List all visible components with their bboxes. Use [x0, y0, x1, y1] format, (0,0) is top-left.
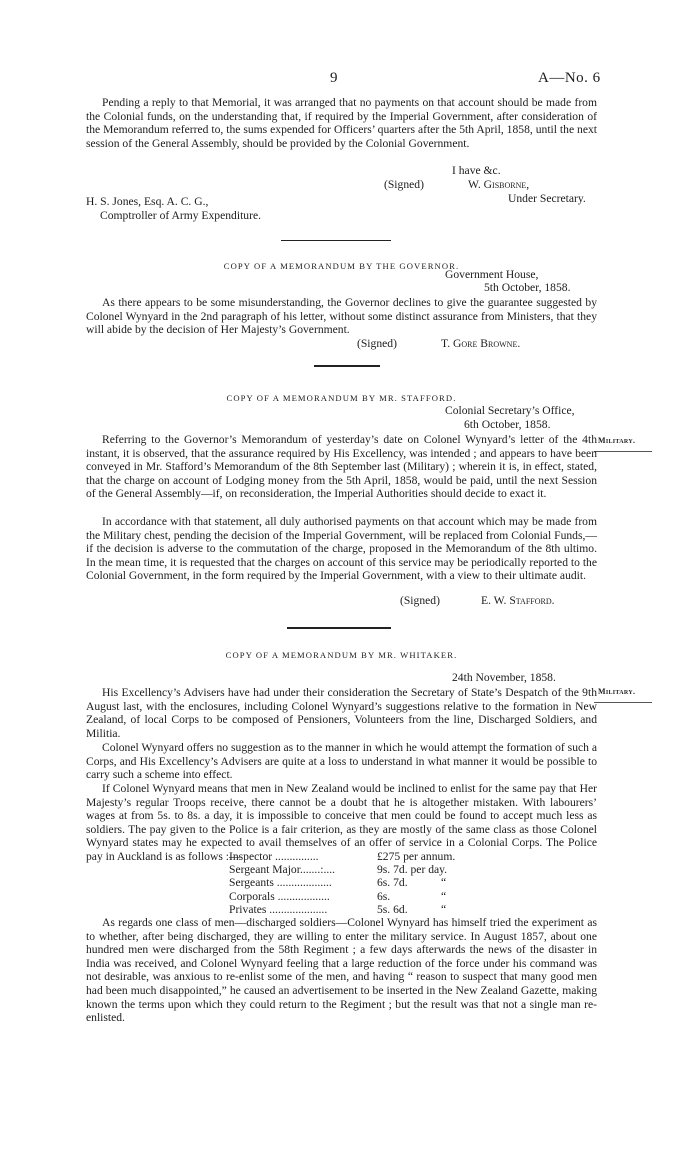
pay-rank: Inspector ...............	[229, 850, 319, 863]
memo-governor-date: 5th October, 1858.	[484, 281, 571, 294]
letter-signer-title: Under Secretary.	[508, 192, 586, 205]
memo-stafford-para-1: Referring to the Governor’s Memorandum of yesterday’s date on Colonel Wynyard’s letter of the 4th instant, it is observed, that the assurance required by His Excellency, was intended ; and appears to have been conveyed in Mr. Stafford’s Memorandum of the 8th September last (Military) ; wherein it is, in effect, stated, that the charge on account of Lodging money from the 5th April, 1858, would be paid, until the next Session of the General Assembly—if, on reconsideration, the Imperial Authorities should decide to exact it.	[86, 433, 597, 501]
memo-governor-place: Government House,	[445, 268, 539, 281]
memo-stafford-place: Colonial Secretary’s Office,	[445, 404, 575, 417]
pay-rank: Sergeants ...................	[229, 876, 332, 890]
letter-addressee-title: Comptroller of Army Expenditure.	[100, 209, 261, 222]
ditto-mark: “	[441, 889, 447, 903]
section-divider	[314, 365, 380, 367]
margin-note-military: Military.	[598, 687, 636, 696]
memo-whitaker-para-2: Colonel Wynyard offers no suggestion as to the manner in which he would attempt the formation of such a Corps, and His Excellency’s Advisers are quite at a loss to understand in what manner it would be possible to carry such a scheme into effect.	[86, 741, 597, 782]
memo-stafford-signed: (Signed)	[400, 594, 440, 607]
pay-amount: £275 per annum.	[377, 850, 456, 863]
letter-signed: (Signed)	[384, 178, 424, 191]
memo-whitaker-date: 24th November, 1858.	[452, 671, 556, 684]
pay-rank: Privates ....................	[229, 902, 328, 916]
memo-governor-signer: T. Gore Browne.	[441, 337, 521, 350]
ditto-mark: “	[441, 902, 447, 916]
ditto-mark: “	[441, 876, 447, 890]
memo-stafford-signer: E. W. Stafford.	[481, 594, 555, 607]
memo-whitaker-para-3: If Colonel Wynyard means that men in New Zealand would be inclined to enlist for the same pay that Her Majesty’s regular Troops receive, there cannot be a doubt that he is altogether mistaken. With labourers’ wages at from 5s. to 8s. a day, it is impossible to conceive that men could be found to accept much less as soldiers. The pay given to the Police is a fair criterion, as they are mostly of the same class as those Colonel Wynyard states may he expected to avail themselves of an offer of service in a Colonial Corps. The Police pay in Auckland is as follows :—	[86, 782, 597, 863]
letter-closing: I have &c.	[452, 164, 501, 177]
letter-signer: W. Gisborne,	[468, 178, 530, 191]
memo-whitaker-heading: COPY OF A MEMORANDUM BY MR. WHITAKER.	[225, 650, 458, 660]
pay-rank: Sergeant Major.......:....	[229, 863, 336, 877]
memo-governor-body: As there appears to be some misunderstanding, the Governor declines to give the guarantee suggested by Colonel Wynyard in the 2nd paragraph of his letter, without some distinct assurance from Ministers, that they will abide by the decision of Her Majesty’s Government.	[86, 296, 597, 337]
margin-note-military: Military.	[598, 436, 636, 445]
margin-note-rule	[594, 702, 652, 703]
pay-amount: 6s. 7d.	[377, 876, 408, 890]
document-reference: A—No. 6	[538, 70, 601, 86]
pay-amount: 5s. 6d.	[377, 902, 408, 916]
memo-stafford-para-2: In accordance with that statement, all duly authorised payments on that account which may be made from the Military chest, pending the decision of the Imperial Government, will be replaced from Colonial Funds,—if the decision is adverse to the commutation of the charge, proposed in the Memorandum of the 8th ultimo. In the mean time, it is requested that the charges on account of this service may be periodically reported to the Colonial Government, in the form required by the Imperial Government, with a view to their ultimate audit.	[86, 515, 597, 583]
section-divider	[281, 240, 391, 241]
memo-whitaker-para-1: His Excellency’s Advisers have had under their consideration the Secretary of State’s Despatch of the 9th August last, with the enclosures, including Colonel Wynyard’s suggestions relative to the formation in New Zealand, of local Corps to be composed of Pensioners, Volunteers from the line, Discharged Soldiers, and Militia.	[86, 686, 597, 740]
letter-addressee: H. S. Jones, Esq. A. C. G.,	[86, 195, 209, 208]
pay-amount: 6s.	[377, 889, 391, 903]
margin-note-rule	[594, 451, 652, 452]
memo-stafford-heading: COPY OF A MEMORANDUM BY MR. STAFFORD.	[226, 393, 457, 403]
pay-rank: Corporals ..................	[229, 889, 330, 903]
memo-whitaker-para-4: As regards one class of men—discharged soldiers—Colonel Wynyard has himself tried the experiment as to whether, after being discharged, they are willing to enter the military service. In August 1857, about one hundred men were discharged from the 58th Regiment ; a few days afterwards the news of the disaster in India was received, and Colonel Wynyard feeling that a large reduction of the force under his command was not desirable, was anxious to re-enlist some of the men, and having “ reason to suspect that many good men had been much disappointed,” he caused an advertisement to be inserted in the New Zealand Gazette, making known the terms upon which they could return to the Regiment ; but the result was that not a single man re-enlisted.	[86, 916, 597, 1025]
memo-governor-heading: COPY OF A MEMORANDUM BY THE GOVERNOR.	[223, 261, 460, 271]
pay-amount: 9s. 7d. per day.	[377, 863, 448, 877]
memo-stafford-date: 6th October, 1858.	[464, 418, 551, 431]
letter-body: Pending a reply to that Memorial, it was arranged that no payments on that account should be made from the Colonial funds, on the understanding that, if required by the Imperial Government, after consideration of the Memorandum referred to, the sums expended for Officers’ quarters after the 5th April, 1858, until the next session of the General Assembly, should be provided by the Colonial Government.	[86, 96, 597, 150]
page-number: 9	[330, 70, 338, 86]
memo-governor-signed: (Signed)	[357, 337, 397, 350]
section-divider	[287, 627, 391, 629]
